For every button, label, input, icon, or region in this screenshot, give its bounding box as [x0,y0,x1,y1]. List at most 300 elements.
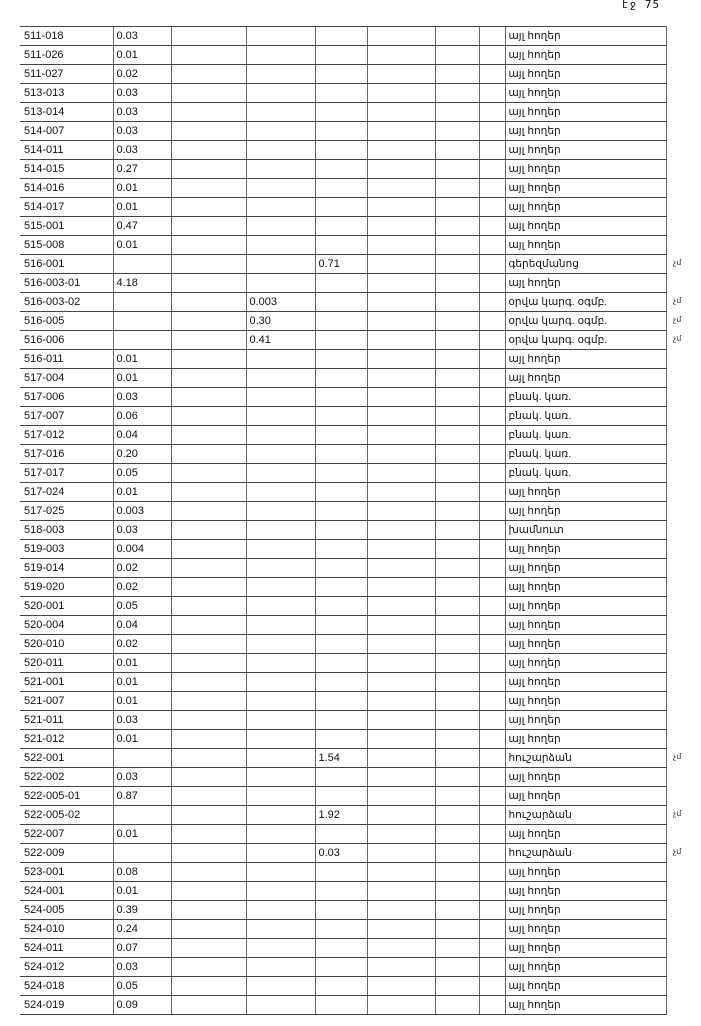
empty-cell [367,293,435,312]
empty-cell [435,483,479,502]
empty-cell [367,141,435,160]
empty-cell [171,559,246,578]
empty-cell [367,616,435,635]
land-use-cell: այլ հողեր [505,768,666,787]
area-cell [113,331,171,350]
empty-cell [479,540,505,559]
empty-cell [171,179,246,198]
empty-cell [367,654,435,673]
empty-cell [479,103,505,122]
empty-cell [435,597,479,616]
empty-cell [367,825,435,844]
area-col4-cell [246,65,315,84]
table-row [20,65,666,84]
empty-cell [479,996,505,1015]
land-use-cell: այլ հողեր [505,65,666,84]
area-cell: 0.24 [113,920,171,939]
empty-cell [367,844,435,863]
area-cell: 0.06 [113,407,171,426]
table-row [20,217,666,236]
land-use-cell: այլ հողեր [505,84,666,103]
area-col5-cell [315,502,367,521]
area-col5-cell [315,597,367,616]
parcel-code-cell: 520-010 [20,635,113,654]
empty-cell [367,806,435,825]
area-col4-cell [246,901,315,920]
empty-cell [479,483,505,502]
empty-cell [479,46,505,65]
area-cell: 0.03 [113,388,171,407]
empty-cell [171,331,246,350]
empty-cell [435,293,479,312]
empty-cell [479,312,505,331]
area-col4-cell [246,122,315,141]
empty-cell [435,521,479,540]
land-use-cell: այլ հողեր [505,692,666,711]
empty-cell [367,426,435,445]
margin-note: չմ [673,334,682,343]
land-use-cell: այլ հողեր [505,825,666,844]
empty-cell [367,540,435,559]
area-cell: 0.27 [113,160,171,179]
empty-cell [367,274,435,293]
table-row [20,483,666,502]
empty-cell [367,46,435,65]
table-row [20,255,666,274]
parcel-code-cell: 513-013 [20,84,113,103]
table-row [20,654,666,673]
area-cell: 0.08 [113,863,171,882]
area-cell: 0.03 [113,521,171,540]
empty-cell [367,331,435,350]
area-col5-cell [315,160,367,179]
table-row [20,578,666,597]
empty-cell [435,711,479,730]
land-use-cell: այլ հողեր [505,654,666,673]
empty-cell [479,464,505,483]
land-use-cell: այլ հողեր [505,179,666,198]
area-col4-cell [246,217,315,236]
land-use-cell: այլ հողեր [505,996,666,1015]
empty-cell [367,369,435,388]
empty-cell [171,844,246,863]
area-col4-cell: 0.41 [246,331,315,350]
area-col4-cell [246,958,315,977]
area-col5-cell [315,274,367,293]
empty-cell [367,939,435,958]
empty-cell [435,939,479,958]
empty-cell [479,768,505,787]
land-use-cell: այլ հողեր [505,217,666,236]
parcel-code-cell: 517-016 [20,445,113,464]
empty-cell [435,312,479,331]
area-col5-cell [315,654,367,673]
empty-cell [435,179,479,198]
parcel-code-cell: 515-001 [20,217,113,236]
land-use-cell: այլ հողեր [505,160,666,179]
area-col5-cell [315,103,367,122]
land-use-cell: այլ հողեր [505,46,666,65]
empty-cell [435,958,479,977]
area-cell: 4.18 [113,274,171,293]
empty-cell [171,483,246,502]
empty-cell [435,160,479,179]
empty-cell [435,825,479,844]
empty-cell [367,920,435,939]
area-col4-cell [246,369,315,388]
parcel-code-cell: 514-015 [20,160,113,179]
area-col4-cell [246,844,315,863]
land-use-cell: այլ հողեր [505,141,666,160]
empty-cell [479,730,505,749]
table-row [20,996,666,1015]
land-use-cell: այլ հողեր [505,882,666,901]
empty-cell [367,217,435,236]
area-col4-cell [246,236,315,255]
empty-cell [479,160,505,179]
empty-cell [367,958,435,977]
empty-cell [367,502,435,521]
area-col4-cell [246,84,315,103]
area-col4-cell [246,160,315,179]
table-row [20,825,666,844]
empty-cell [367,122,435,141]
empty-cell [171,369,246,388]
empty-cell [171,806,246,825]
land-use-cell: այլ հողեր [505,103,666,122]
table-row [20,445,666,464]
empty-cell [367,483,435,502]
area-cell: 0.03 [113,711,171,730]
land-use-cell: այլ հողեր [505,369,666,388]
empty-cell [435,616,479,635]
empty-cell [479,901,505,920]
empty-cell [367,65,435,84]
area-cell: 0.05 [113,597,171,616]
area-col4-cell [246,255,315,274]
empty-cell [435,331,479,350]
area-cell: 0.05 [113,464,171,483]
table-row [20,521,666,540]
empty-cell [435,502,479,521]
area-col5-cell [315,768,367,787]
table-row [20,312,666,331]
empty-cell [479,179,505,198]
area-cell: 0.01 [113,692,171,711]
area-col5-cell [315,369,367,388]
empty-cell [479,958,505,977]
area-cell: 0.02 [113,635,171,654]
area-cell: 0.02 [113,559,171,578]
margin-note: չմ [673,296,682,305]
area-cell: 0.03 [113,141,171,160]
area-col5-cell [315,901,367,920]
empty-cell [367,445,435,464]
empty-cell [367,84,435,103]
margin-note: չմ [673,847,682,856]
area-col4-cell [246,445,315,464]
empty-cell [435,882,479,901]
area-cell: 0.09 [113,996,171,1015]
area-cell: 0.01 [113,236,171,255]
empty-cell [367,996,435,1015]
land-use-cell: բնակ. կառ. [505,426,666,445]
empty-cell [479,559,505,578]
empty-cell [171,616,246,635]
land-use-cell: այլ հողեր [505,730,666,749]
area-cell: 0.39 [113,901,171,920]
area-cell: 0.01 [113,350,171,369]
area-col5-cell: 0.03 [315,844,367,863]
table-row [20,388,666,407]
parcel-code-cell: 517-025 [20,502,113,521]
table-row [20,369,666,388]
table-row [20,46,666,65]
area-cell: 0.01 [113,654,171,673]
parcel-code-cell: 517-012 [20,426,113,445]
area-col5-cell [315,920,367,939]
empty-cell [479,578,505,597]
area-col5-cell [315,825,367,844]
area-col4-cell [246,179,315,198]
empty-cell [367,388,435,407]
area-cell: 0.87 [113,787,171,806]
empty-cell [435,65,479,84]
area-col4-cell [246,977,315,996]
table-row [20,540,666,559]
area-col5-cell [315,977,367,996]
parcel-code-cell: 513-014 [20,103,113,122]
empty-cell [479,255,505,274]
empty-cell [479,236,505,255]
empty-cell [479,122,505,141]
empty-cell [435,236,479,255]
parcel-code-cell: 517-017 [20,464,113,483]
table-row [20,597,666,616]
table-row [20,616,666,635]
area-cell: 0.05 [113,977,171,996]
empty-cell [367,901,435,920]
empty-cell [479,274,505,293]
table-row [20,236,666,255]
land-use-cell: բնակ. կառ. [505,445,666,464]
table-row [20,787,666,806]
area-cell: 0.01 [113,673,171,692]
empty-cell [367,464,435,483]
table-row [20,882,666,901]
empty-cell [367,749,435,768]
area-cell: 0.004 [113,540,171,559]
parcel-code-cell: 522-007 [20,825,113,844]
empty-cell [435,445,479,464]
table-row [20,844,666,863]
empty-cell [367,711,435,730]
area-cell: 0.04 [113,616,171,635]
parcel-code-cell: 524-011 [20,939,113,958]
page-number: էջ 75 [622,0,661,11]
empty-cell [479,369,505,388]
empty-cell [435,559,479,578]
empty-cell [435,103,479,122]
land-use-cell: այլ հողեր [505,635,666,654]
land-use-cell: այլ հողեր [505,787,666,806]
empty-cell [435,122,479,141]
area-col5-cell [315,141,367,160]
parcel-code-cell: 519-014 [20,559,113,578]
land-use-cell: բնակ. կառ. [505,407,666,426]
table-row [20,141,666,160]
land-use-cell: գերեզմանոց [505,255,666,274]
area-cell [113,312,171,331]
empty-cell [479,806,505,825]
area-col4-cell: 0.003 [246,293,315,312]
area-col5-cell [315,958,367,977]
area-cell: 0.20 [113,445,171,464]
area-cell [113,806,171,825]
empty-cell [171,426,246,445]
empty-cell [367,103,435,122]
empty-cell [435,901,479,920]
empty-cell [171,958,246,977]
parcel-code-cell: 514-007 [20,122,113,141]
empty-cell [171,198,246,217]
land-use-cell: այլ հողեր [505,863,666,882]
empty-cell [479,977,505,996]
empty-cell [435,388,479,407]
land-use-cell: այլ հողեր [505,920,666,939]
empty-cell [367,312,435,331]
empty-cell [479,407,505,426]
land-use-cell: այլ հողեր [505,578,666,597]
table-row [20,730,666,749]
empty-cell [171,84,246,103]
table-row [20,977,666,996]
empty-cell [435,27,479,46]
parcel-code-cell: 520-004 [20,616,113,635]
table-row [20,160,666,179]
empty-cell [171,293,246,312]
area-cell: 0.03 [113,84,171,103]
empty-cell [367,407,435,426]
area-col4-cell [246,673,315,692]
empty-cell [171,540,246,559]
parcel-code-cell: 522-005-01 [20,787,113,806]
empty-cell [435,806,479,825]
empty-cell [171,464,246,483]
empty-cell [479,502,505,521]
area-col4-cell [246,787,315,806]
area-col5-cell [315,331,367,350]
parcel-code-cell: 514-016 [20,179,113,198]
area-col5-cell [315,578,367,597]
empty-cell [171,768,246,787]
parcel-code-cell: 517-007 [20,407,113,426]
area-col5-cell [315,483,367,502]
area-cell: 0.01 [113,882,171,901]
empty-cell [171,445,246,464]
empty-cell [367,730,435,749]
parcel-code-cell: 524-018 [20,977,113,996]
land-use-cell: այլ հողեր [505,977,666,996]
empty-cell [367,863,435,882]
empty-cell [479,654,505,673]
parcel-code-cell: 524-012 [20,958,113,977]
empty-cell [435,217,479,236]
area-cell: 0.01 [113,369,171,388]
empty-cell [171,730,246,749]
parcel-code-cell: 523-001 [20,863,113,882]
empty-cell [171,711,246,730]
area-col5-cell [315,426,367,445]
table-row [20,559,666,578]
empty-cell [367,521,435,540]
parcel-code-cell: 511-026 [20,46,113,65]
parcel-code-cell: 517-004 [20,369,113,388]
land-use-cell: այլ հողեր [505,559,666,578]
parcel-code-cell: 516-005 [20,312,113,331]
area-col5-cell [315,312,367,331]
empty-cell [171,236,246,255]
area-col4-cell [246,768,315,787]
empty-cell [435,407,479,426]
empty-cell [171,65,246,84]
empty-cell [367,673,435,692]
area-col4-cell [246,692,315,711]
table-row [20,293,666,312]
empty-cell [435,274,479,293]
empty-cell [367,350,435,369]
parcel-code-cell: 522-001 [20,749,113,768]
area-col5-cell [315,27,367,46]
area-col5-cell [315,388,367,407]
area-col4-cell [246,141,315,160]
area-col5-cell [315,46,367,65]
area-cell: 0.03 [113,768,171,787]
area-cell: 0.03 [113,958,171,977]
area-cell: 0.01 [113,483,171,502]
area-col4-cell [246,540,315,559]
empty-cell [479,141,505,160]
area-col5-cell [315,65,367,84]
area-col4-cell [246,996,315,1015]
parcel-code-cell: 521-001 [20,673,113,692]
margin-note: չմ [673,315,682,324]
land-use-cell: այլ հողեր [505,122,666,141]
area-cell: 0.04 [113,426,171,445]
empty-cell [171,578,246,597]
empty-cell [367,768,435,787]
area-cell [113,844,171,863]
empty-cell [479,445,505,464]
empty-cell [435,350,479,369]
land-use-cell: այլ հողեր [505,274,666,293]
land-use-cell: հուշարձան [505,749,666,768]
empty-cell [367,882,435,901]
empty-cell [367,559,435,578]
empty-cell [171,882,246,901]
area-col5-cell [315,122,367,141]
empty-cell [171,597,246,616]
empty-cell [435,787,479,806]
empty-cell [171,255,246,274]
area-col4-cell [246,464,315,483]
area-col4-cell [246,198,315,217]
empty-cell [367,236,435,255]
empty-cell [479,65,505,84]
table-row [20,84,666,103]
parcel-code-cell: 522-002 [20,768,113,787]
empty-cell [435,141,479,160]
